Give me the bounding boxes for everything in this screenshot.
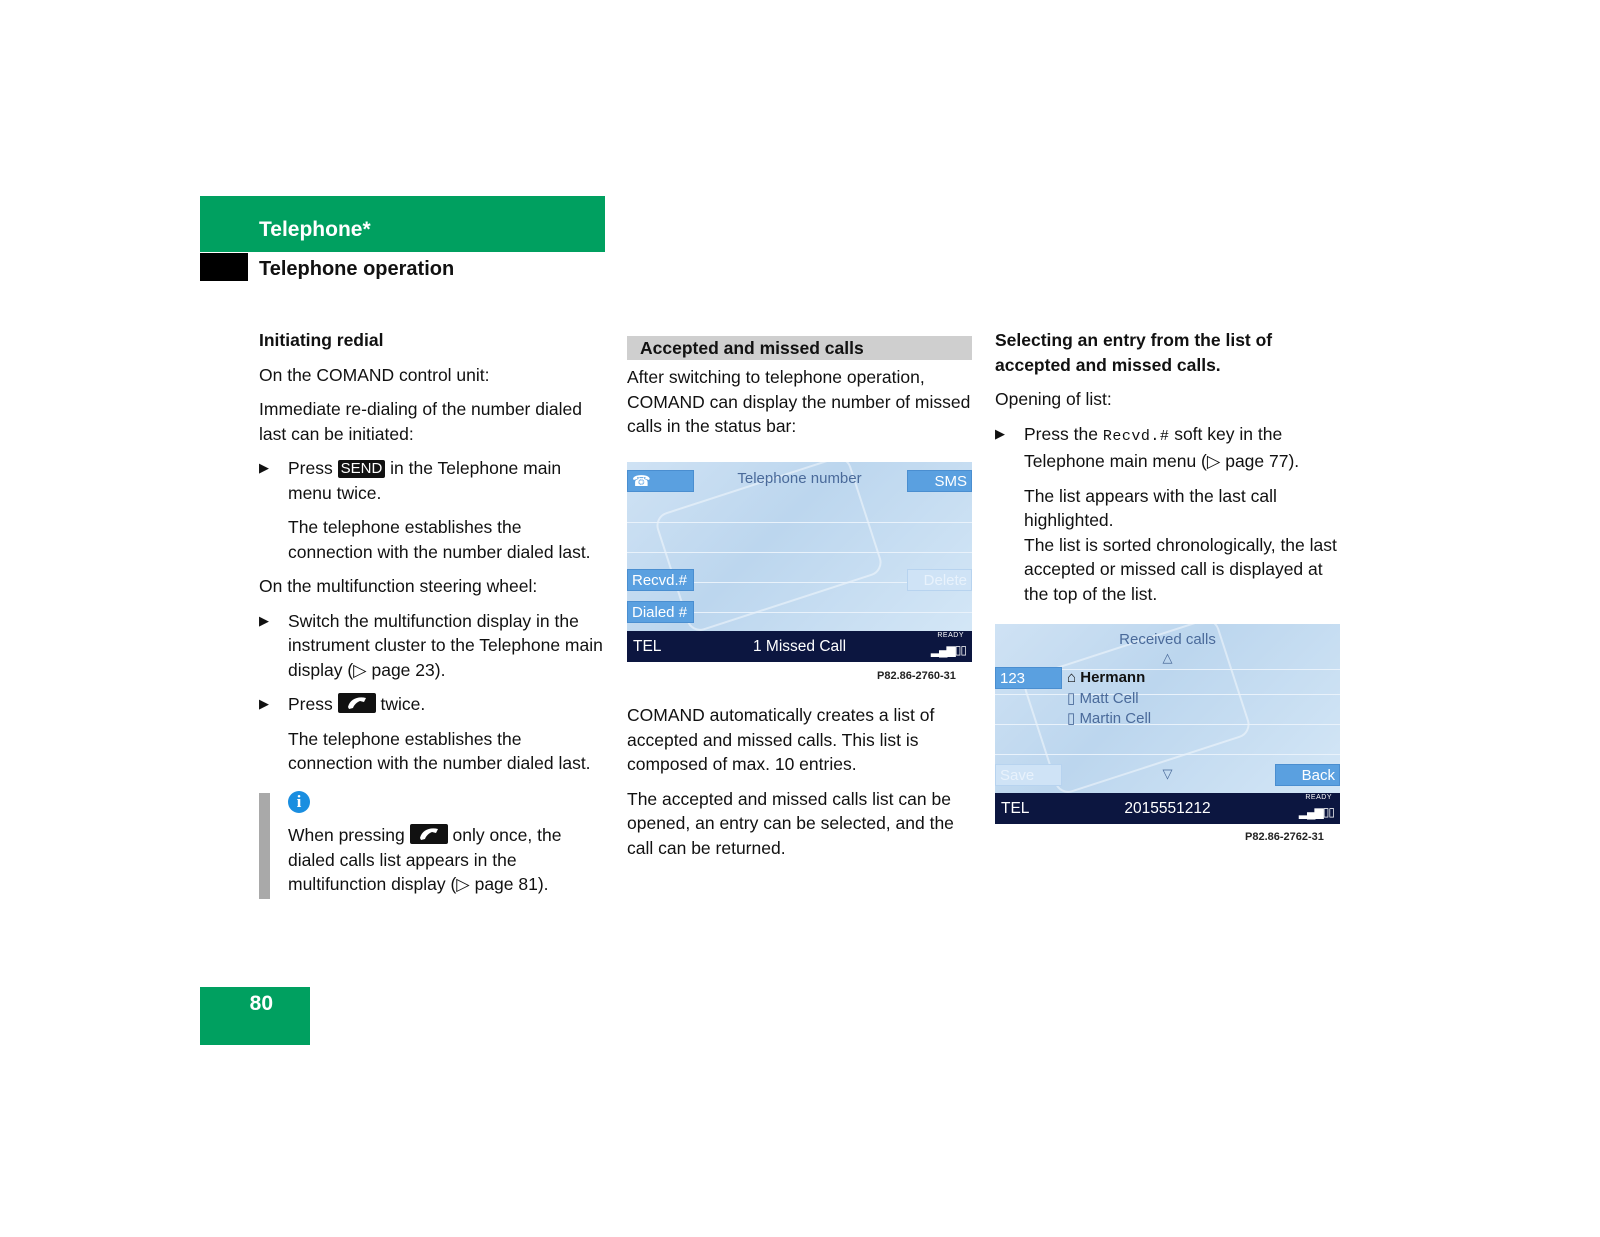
- missed-call-indicator: 1 Missed Call: [752, 638, 847, 655]
- screen-title: Telephone number: [737, 470, 862, 487]
- heading-initiating-redial: Initiating redial: [259, 330, 384, 350]
- divider: [995, 724, 1340, 725]
- comand-telephone-screen: [627, 462, 972, 662]
- step-text: Switch the multifunction display in the instrument cluster to the Telephone main display (▷ page 23).: [288, 610, 603, 680]
- home-phone-icon: ⌂: [1067, 669, 1077, 686]
- phone-handset-key-icon: [410, 824, 448, 844]
- ready-label: READY: [1305, 794, 1332, 801]
- comand-received-calls-screen: [995, 624, 1340, 824]
- column-accepted-missed-cont: [627, 703, 975, 870]
- arrow-bullet-icon: ▶: [259, 612, 269, 628]
- signal-strength-icon: ▂▄▆▯▯: [930, 643, 966, 657]
- step-text: Press: [288, 694, 333, 714]
- paragraph: On the COMAND control unit:: [259, 364, 490, 385]
- step-result: The list appears with the last call highlighted.: [1024, 485, 1277, 530]
- divider: [995, 754, 1340, 755]
- step-text: Press: [288, 458, 333, 478]
- section-marker: [200, 253, 248, 281]
- status-bar: [995, 793, 1340, 824]
- status-mode: TEL: [1001, 800, 1030, 817]
- divider: [627, 522, 972, 523]
- dialed-softkey[interactable]: Dialed #: [627, 601, 694, 623]
- scroll-down-icon[interactable]: ▽: [1162, 766, 1173, 781]
- screen-title: Received calls: [1119, 631, 1216, 648]
- delete-softkey[interactable]: Delete: [907, 569, 972, 591]
- 123-softkey[interactable]: 123: [995, 667, 1062, 689]
- column-accepted-missed: [627, 365, 975, 449]
- figure-caption: P82.86-2762-31: [1245, 831, 1324, 843]
- divider: [627, 552, 972, 553]
- status-mode: TEL: [633, 638, 662, 655]
- heading-select-entry: Selecting an entry from the list of accepted and missed calls.: [995, 330, 1273, 375]
- recvd-softkey[interactable]: Recvd.#: [627, 569, 694, 591]
- paragraph: After switching to telephone operation, COMAND can display the number of missed calls in the status bar:: [627, 367, 971, 436]
- scroll-up-icon[interactable]: △: [1162, 650, 1173, 665]
- step-text: twice.: [380, 694, 426, 714]
- phonebook-icon: ☎: [632, 473, 651, 490]
- info-icon: i: [288, 791, 310, 813]
- step-text: in the Telephone main menu twice.: [288, 458, 562, 503]
- note-text: When pressing: [288, 825, 405, 845]
- arrow-bullet-icon: ▶: [259, 460, 269, 475]
- paragraph: Immediate re-dialing of the number dialed last can be initiated:: [259, 399, 582, 444]
- arrow-bullet-icon: ▶: [259, 696, 269, 711]
- entry-name: Matt Cell: [1079, 690, 1139, 707]
- instruction-step: [259, 692, 604, 717]
- paragraph: Opening of list:: [995, 389, 1112, 409]
- entry-name: Martin Cell: [1079, 710, 1152, 727]
- instruction-step: [259, 609, 604, 683]
- list-item[interactable]: [1067, 689, 1139, 707]
- paragraph: COMAND automatically creates a list of accepted and missed calls. This list is composed of max. 10 entries.: [627, 705, 935, 774]
- instruction-step: [259, 456, 604, 505]
- step-text: Press the: [1024, 423, 1098, 444]
- column-select-entry: [995, 328, 1340, 616]
- mobile-phone-icon: ▯: [1067, 690, 1076, 707]
- info-note: [288, 823, 606, 897]
- ready-label: READY: [937, 632, 964, 639]
- status-bar: [627, 631, 972, 662]
- note-text: only once, the dialed calls list appears in the multifunction display (▷ page 81).: [288, 825, 562, 894]
- page-number: 80: [249, 992, 273, 1015]
- send-key-icon: SEND: [338, 460, 386, 478]
- back-softkey[interactable]: Back: [1275, 764, 1340, 786]
- step-result: The list is sorted chronologically, the last accepted or missed call is displayed at the top of the list.: [1024, 534, 1337, 604]
- divider: [995, 694, 1340, 695]
- step-result: The telephone establishes the connection with the number dialed last.: [288, 517, 591, 562]
- list-item[interactable]: [1067, 709, 1151, 727]
- sms-softkey[interactable]: SMS: [907, 470, 972, 492]
- figure-caption: P82.86-2760-31: [877, 670, 956, 682]
- phone-handset-key-icon: [338, 693, 376, 713]
- column-redial: [259, 328, 604, 786]
- section-title: Telephone operation: [259, 258, 455, 280]
- info-note-bar: [259, 793, 270, 899]
- entry-name: Hermann: [1080, 669, 1146, 686]
- mobile-phone-icon: ▯: [1067, 710, 1076, 727]
- chapter-title: Telephone*: [259, 218, 371, 241]
- paragraph: On the multifunction steering wheel:: [259, 576, 538, 596]
- step-result: The telephone establishes the connection with the number dialed last.: [288, 728, 591, 773]
- arrow-bullet-icon: ▶: [995, 425, 1005, 441]
- phone-number-display: 2015551212: [1124, 800, 1211, 817]
- signal-strength-icon: ▂▄▆▯▯: [1298, 805, 1334, 819]
- section-heading-accepted-missed: Accepted and missed calls: [627, 336, 972, 360]
- instruction-step: [995, 422, 1340, 474]
- list-item[interactable]: [1067, 669, 1145, 686]
- softkey-reference: Recvd.#: [1102, 427, 1170, 445]
- paragraph: The accepted and missed calls list can be opened, an entry can be selected, and the call can be returned.: [627, 788, 954, 858]
- save-softkey[interactable]: Save: [995, 764, 1062, 786]
- step-text: soft key in the Telephone main menu (▷ page 77).: [1024, 423, 1300, 471]
